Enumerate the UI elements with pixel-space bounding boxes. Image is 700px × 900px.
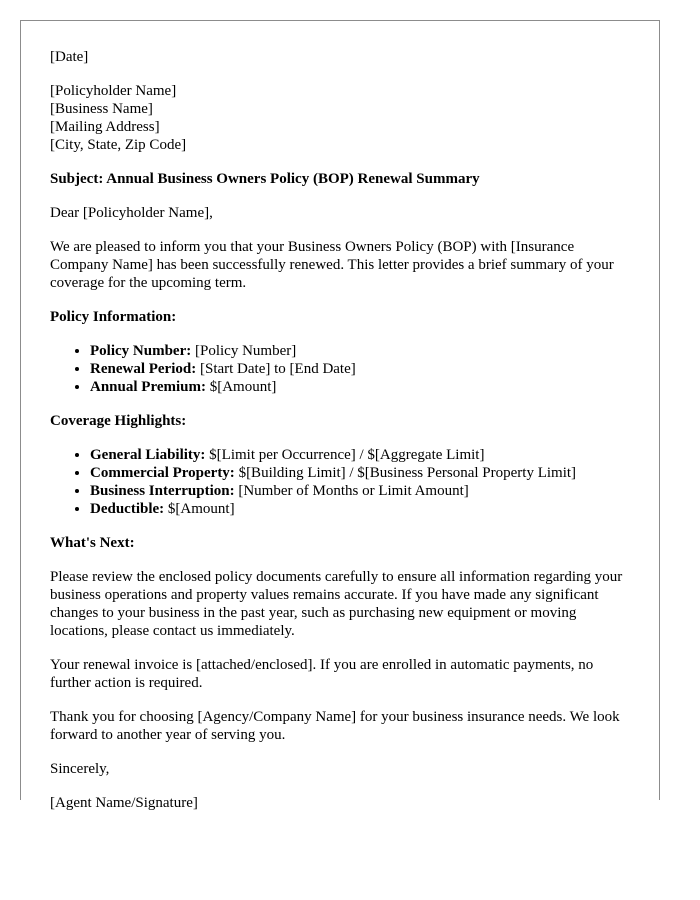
letter-subject: Subject: Annual Business Owners Policy (BOP) Renewal Summary bbox=[50, 171, 480, 187]
review-paragraph: Please review the enclosed policy documents carefully to ensure all information regarding your business operations and property values remains accurate. If you have made any significant changes to your business in the past year, such as purchasing new equipment or moving locations, please contact us immediately. bbox=[50, 569, 623, 639]
item-label: Deductible: bbox=[90, 501, 165, 517]
item-value: [Policy Number] bbox=[191, 343, 297, 359]
list-item bbox=[90, 464, 635, 482]
item-value: $[Building Limit] / $[Business Personal Property Limit] bbox=[234, 465, 577, 481]
item-label: Commercial Property: bbox=[90, 465, 235, 481]
whats-next-heading: What's Next: bbox=[50, 535, 135, 551]
item-label: Policy Number: bbox=[90, 343, 192, 359]
list-item bbox=[90, 342, 635, 360]
letter-page bbox=[20, 20, 660, 811]
list-item bbox=[90, 482, 635, 500]
coverage-heading: Coverage Highlights: bbox=[50, 413, 187, 429]
recipient-city-state-zip: [City, State, Zip Code] bbox=[50, 137, 187, 153]
item-value: [Number of Months or Limit Amount] bbox=[234, 483, 469, 499]
letter-date: [Date] bbox=[50, 49, 89, 65]
item-label: Renewal Period: bbox=[90, 361, 197, 377]
list-item bbox=[90, 378, 635, 396]
salutation: Dear [Policyholder Name], bbox=[50, 205, 213, 221]
coverage-list bbox=[50, 446, 635, 518]
item-value: $[Amount] bbox=[164, 501, 235, 517]
list-item bbox=[90, 446, 635, 464]
policy-info-list bbox=[50, 342, 635, 396]
intro-paragraph: We are pleased to inform you that your Business Owners Policy (BOP) with [Insurance Company Name] has been successfully renewed. This letter provides a brief summary of your coverage for the upcoming term. bbox=[50, 239, 614, 291]
list-item bbox=[90, 360, 635, 378]
list-item bbox=[90, 500, 635, 518]
item-value: $[Amount] bbox=[205, 379, 277, 395]
recipient-address: [Mailing Address] bbox=[50, 119, 160, 135]
recipient-name: [Policyholder Name] bbox=[50, 83, 177, 99]
policy-info-heading: Policy Information: bbox=[50, 309, 177, 325]
item-label: Annual Premium: bbox=[90, 379, 206, 395]
item-label: Business Interruption: bbox=[90, 483, 235, 499]
thank-you-paragraph: Thank you for choosing [Agency/Company Name] for your business insurance needs. We look forward to another year of serving you. bbox=[50, 709, 620, 743]
recipient-block bbox=[50, 82, 635, 154]
closing: Sincerely, bbox=[50, 761, 110, 777]
invoice-paragraph: Your renewal invoice is [attached/enclosed]. If you are enrolled in automatic payments, no further action is required. bbox=[50, 657, 594, 691]
item-value: [Start Date] to [End Date] bbox=[196, 361, 356, 377]
signature: [Agent Name/Signature] bbox=[50, 795, 198, 811]
letter-body bbox=[50, 48, 635, 828]
recipient-business: [Business Name] bbox=[50, 101, 153, 117]
item-value: $[Limit per Occurrence] / $[Aggregate Limit] bbox=[205, 447, 485, 463]
item-label: General Liability: bbox=[90, 447, 206, 463]
